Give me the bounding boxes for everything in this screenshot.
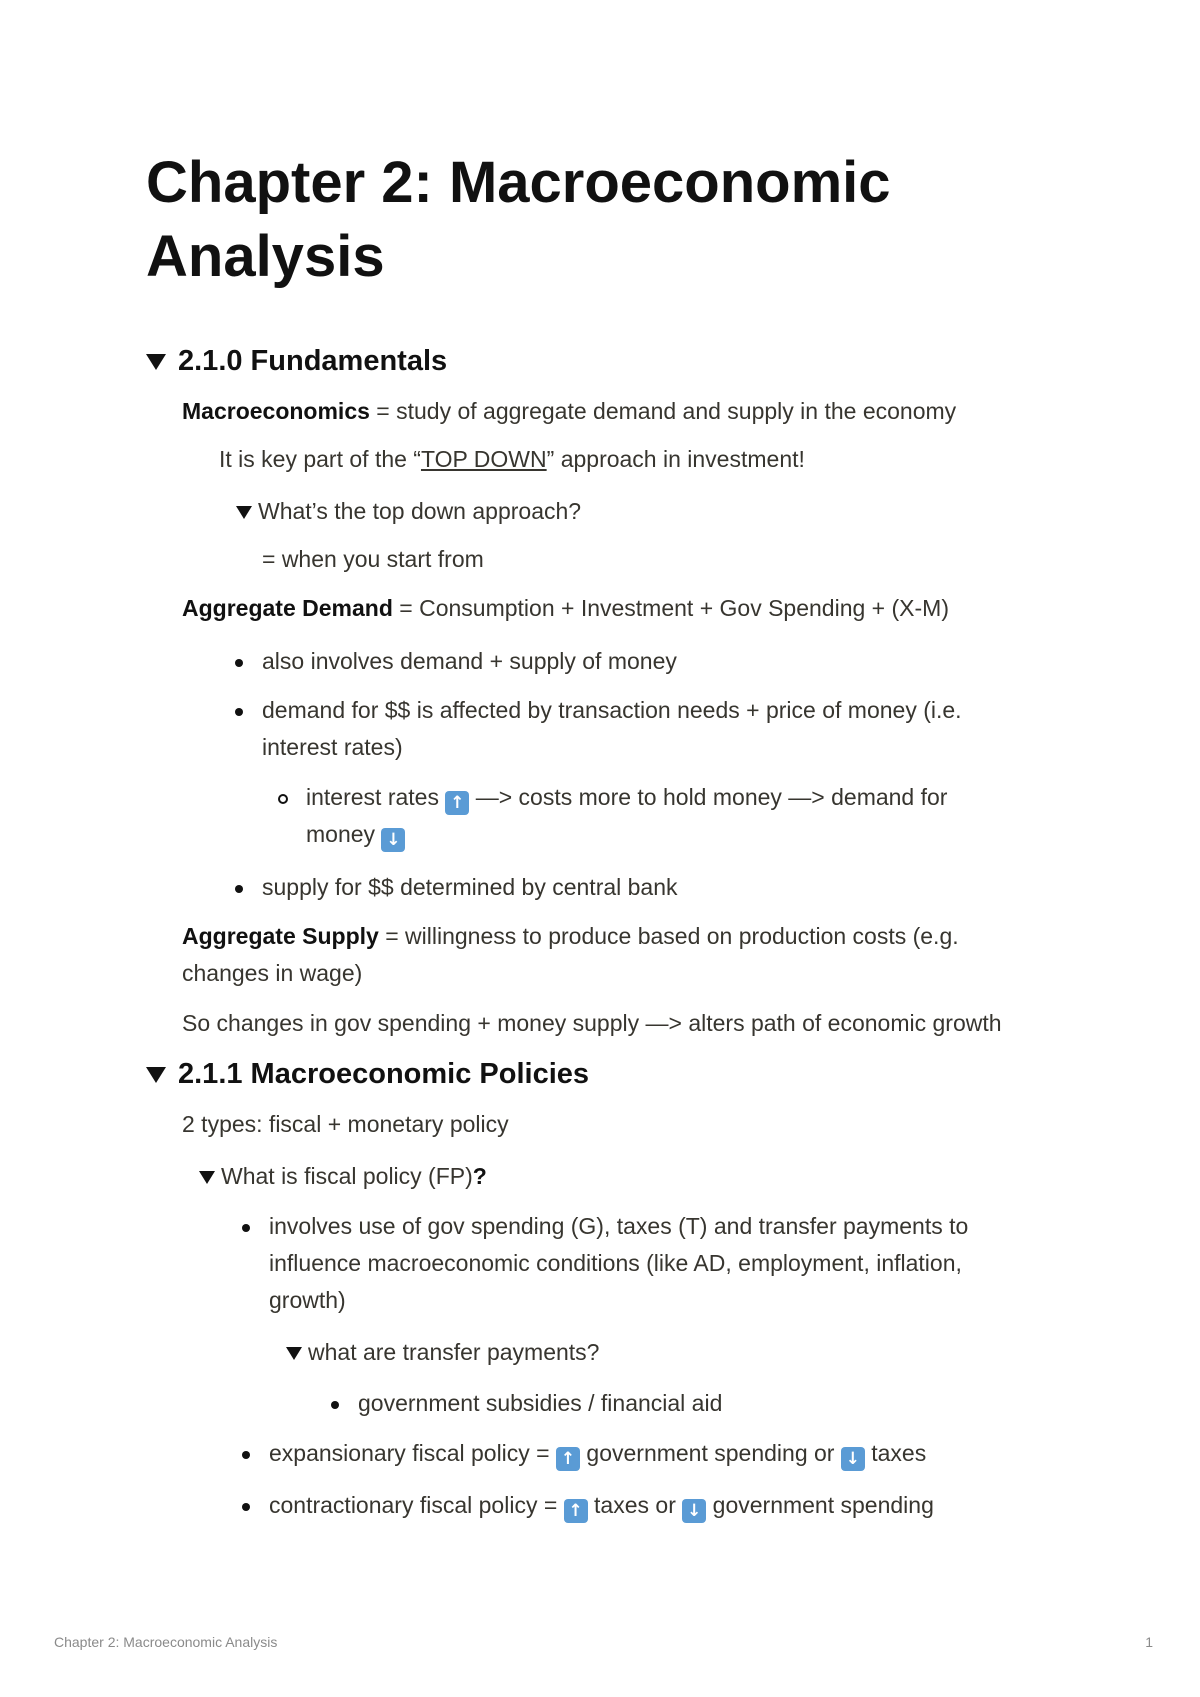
expansionary-text-c: taxes [864, 1440, 927, 1466]
top-down-note-pre: It is key part of the “ [219, 446, 421, 472]
fiscal-policy-toggle[interactable] [199, 1158, 487, 1194]
expansionary-text-a: expansionary fiscal policy = [269, 1440, 557, 1466]
toggle-triangle-icon[interactable] [146, 354, 166, 370]
footer-page-number: 1 [1145, 1634, 1153, 1650]
expansionary-text-b: government spending or [580, 1440, 841, 1466]
section-fundamentals-heading[interactable] [146, 343, 447, 379]
bullet-icon [235, 885, 243, 893]
list-item: demand for $$ is affected by transaction needs + price of money (i.e. [262, 697, 962, 723]
page-title: Chapter 2: Macroeconomic Analysis [146, 150, 891, 289]
section-fundamentals-title: 2.1.0 Fundamentals [178, 345, 448, 377]
transfer-payments-toggle[interactable] [286, 1334, 599, 1370]
down-arrow-emoji-icon: ↓ [841, 1447, 865, 1471]
macroeconomics-def-text: = study of aggregate demand and supply in the economy [369, 398, 957, 424]
toggle-triangle-icon[interactable] [146, 1067, 166, 1083]
sub-item-text-c: money [306, 821, 382, 847]
section-policies-heading[interactable] [146, 1056, 589, 1092]
down-arrow-emoji-icon: ↓ [381, 828, 405, 852]
top-down-toggle-question: What’s the top down approach? [258, 498, 582, 524]
footer-title: Chapter 2: Macroeconomic Analysis [54, 1634, 278, 1650]
aggregate-supply-continuation: changes in wage) [182, 960, 363, 986]
bullet-icon [235, 659, 243, 667]
list-item-continuation: influence macroeconomic conditions (like AD, employment, inflation, [269, 1250, 962, 1276]
bullet-icon [242, 1451, 250, 1459]
sub-item-text-b: —> costs more to hold money —> demand for [469, 784, 948, 810]
macroeconomics-term: Macroeconomics [182, 398, 370, 424]
summary-text: So changes in gov spending + money supply —> alters path of economic growth [182, 1010, 1002, 1036]
toggle-triangle-icon[interactable] [236, 506, 252, 519]
list-item [269, 1435, 926, 1471]
fiscal-policy-question-mark: ? [472, 1163, 487, 1189]
sub-item-text-a: interest rates [306, 784, 446, 810]
list-item-continuation: growth) [269, 1287, 346, 1313]
bullet-icon [242, 1503, 250, 1511]
list-item: government subsidies / financial aid [358, 1390, 723, 1416]
bullet-icon [331, 1401, 339, 1409]
toggle-triangle-icon[interactable] [286, 1347, 302, 1360]
list-item: supply for $$ determined by central bank [262, 874, 678, 900]
top-down-note-post: ” approach in investment! [546, 446, 805, 472]
contractionary-text-c: government spending [706, 1492, 934, 1518]
bullet-icon [242, 1224, 250, 1232]
fiscal-policy-question: What is fiscal policy (FP) [221, 1163, 473, 1189]
aggregate-demand-def-text: = Consumption + Investment + Gov Spending + (X-M) [392, 595, 949, 621]
sub-list-item-continuation [306, 816, 405, 852]
aggregate-demand-term: Aggregate Demand [182, 595, 393, 621]
up-arrow-emoji-icon: ↑ [564, 1499, 588, 1523]
section-policies-title: 2.1.1 Macroeconomic Policies [178, 1058, 590, 1090]
policy-types-text: 2 types: fiscal + monetary policy [182, 1111, 509, 1137]
top-down-link[interactable]: TOP DOWN [420, 446, 547, 472]
aggregate-supply-term: Aggregate Supply [182, 923, 379, 949]
list-item: also involves demand + supply of money [262, 648, 677, 674]
macroeconomics-definition [182, 393, 956, 429]
down-arrow-emoji-icon: ↓ [682, 1499, 706, 1523]
up-arrow-emoji-icon: ↑ [445, 791, 469, 815]
top-down-note [219, 441, 805, 477]
hollow-bullet-icon [278, 794, 288, 804]
list-item-continuation: interest rates) [262, 734, 403, 760]
aggregate-supply-definition [182, 918, 959, 954]
list-item [269, 1487, 934, 1523]
toggle-triangle-icon[interactable] [199, 1171, 215, 1184]
aggregate-supply-def-text: = willingness to produce based on production costs (e.g. [378, 923, 959, 949]
sub-list-item [306, 779, 947, 815]
top-down-toggle[interactable] [236, 493, 581, 529]
top-down-answer: = when you start from [262, 546, 484, 572]
contractionary-text-a: contractionary fiscal policy = [269, 1492, 564, 1518]
list-item: involves use of gov spending (G), taxes (T) and transfer payments to [269, 1213, 969, 1239]
aggregate-demand-definition [182, 590, 949, 626]
contractionary-text-b: taxes or [587, 1492, 683, 1518]
transfer-payments-question: what are transfer payments? [308, 1339, 600, 1365]
bullet-icon [235, 708, 243, 716]
up-arrow-emoji-icon: ↑ [556, 1447, 580, 1471]
